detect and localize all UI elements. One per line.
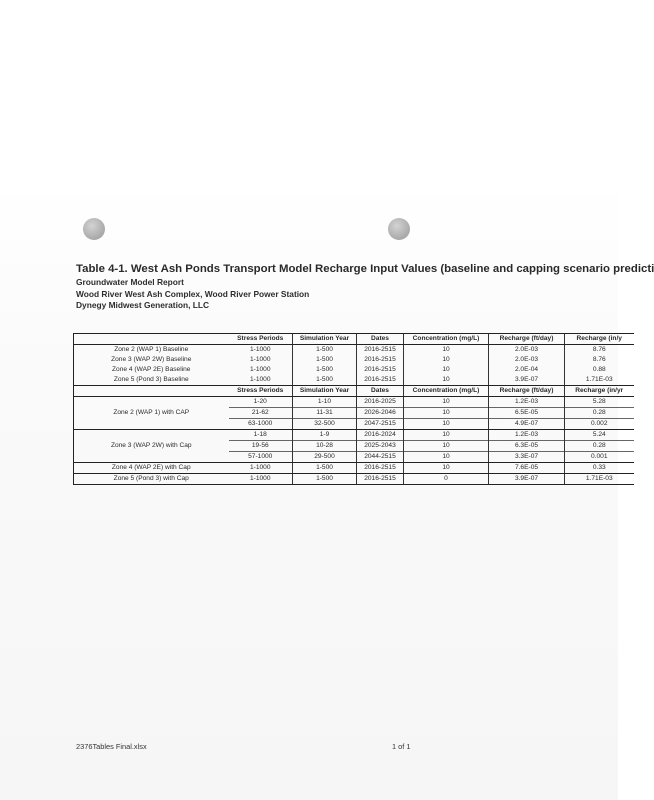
simulation-year-cell: 1-500 [293,355,357,365]
dates-cell: 2044-2515 [357,452,404,463]
concentration-cell: 10 [404,375,489,386]
punch-hole-left [83,218,105,240]
stress-periods-cell: 19-56 [229,441,293,452]
recharge-inyr-cell: 1.71E-03 [565,375,634,386]
dates-cell: 2016-2515 [357,463,404,474]
recharge-ftday-cell: 6.3E-05 [489,441,565,452]
concentration-cell: 10 [404,441,489,452]
recharge-inyr-cell: 0.33 [565,463,634,474]
zone-cell: Zone 2 (WAP 1) Baseline [74,345,229,356]
stress-periods-cell: 21-62 [229,408,293,419]
concentration-cell: 10 [404,463,489,474]
concentration-cell: 10 [404,365,489,375]
simulation-year-cell: 11-31 [293,408,357,419]
stress-periods-cell: 57-1000 [229,452,293,463]
concentration-cell: 10 [404,419,489,430]
stress-periods-cell: 1-1000 [229,474,293,485]
dates-cell: 2016-2515 [357,345,404,356]
dates-cell: 2026-2046 [357,408,404,419]
simulation-year-cell: 1-500 [293,345,357,356]
simulation-year-cell: 1-500 [293,365,357,375]
recharge-ftday-cell: 1.2E-03 [489,430,565,441]
recharge-inyr-cell: 5.24 [565,430,634,441]
simulation-year-cell: 1-500 [293,463,357,474]
dates-cell: 2016-2515 [357,375,404,386]
table-row [74,463,634,474]
header-concentration: Concentration (mg/L) [404,334,489,345]
concentration-cell: 10 [404,452,489,463]
concentration-cell: 10 [404,355,489,365]
recharge-ftday-cell: 3.3E-07 [489,452,565,463]
recharge-inyr-cell: 8.76 [565,345,634,356]
table-row [74,345,634,356]
company-subtitle: Dynegy Midwest Generation, LLC [76,300,210,310]
recharge-ftday-cell: 3.9E-07 [489,474,565,485]
stress-periods-cell: 1-1000 [249,366,271,373]
header-recharge-ftday: Recharge (ft/day) [489,386,565,397]
stress-periods-cell: 1-20 [253,398,267,405]
header-stress-periods: Stress Periods [229,386,293,397]
header-recharge-inyr: Recharge (in/yr [565,386,634,397]
recharge-inyr-cell: 0.88 [565,365,634,375]
recharge-ftday-cell: 2.0E-03 [489,355,565,365]
zone-cell: Zone 2 (WAP 1) with CAP [74,397,229,430]
footer-filename: 2376Tables Final.xlsx [76,742,147,751]
zone-cell: Zone 4 (WAP 2E) with Cap [74,463,229,474]
recharge-inyr-cell: 0.002 [565,419,634,430]
simulation-year-cell: 1-9 [293,430,357,441]
header-row-capping [74,386,634,397]
header-dates: Dates [357,386,404,397]
recharge-inyr-cell: 1.71E-03 [565,474,634,485]
zone-cell: Zone 3 (WAP 2W) with Cap [74,430,229,463]
simulation-year-cell: 29-500 [293,452,357,463]
stress-periods-cell: 1-18 [253,431,267,438]
recharge-ftday-cell: 7.6E-05 [489,463,565,474]
concentration-cell: 10 [404,408,489,419]
recharge-inyr-cell: 0.001 [565,452,634,463]
header-stress-periods: Stress Periods [229,334,293,345]
dates-cell: 2025-2043 [357,441,404,452]
recharge-ftday-cell: 2.0E-03 [489,345,565,356]
stress-periods-cell: 1-1000 [229,375,293,386]
recharge-table [73,333,634,485]
recharge-inyr-cell: 0.28 [565,441,634,452]
header-simulation-year: Simulation Year [293,334,357,345]
zone-cell: Zone 5 (Pond 3) with Cap [74,474,229,485]
zone-cell: Zone 4 (WAP 2E) Baseline [74,365,229,375]
table-row [74,474,634,485]
site-subtitle: Wood River West Ash Complex, Wood River Power Station [76,289,310,299]
header-dates: Dates [357,334,404,345]
dates-cell: 2016-2024 [357,430,404,441]
dates-cell: 2016-2515 [357,355,404,365]
zone-cell: Zone 3 (WAP 2W) Baseline [74,355,229,365]
concentration-cell: 0 [404,474,489,485]
dates-cell: 2016-2515 [357,365,404,375]
concentration-cell: 10 [404,397,489,408]
report-subtitle: Groundwater Model Report [76,277,184,287]
footer-page-number: 1 of 1 [392,742,411,751]
punch-hole-right [388,218,410,240]
recharge-ftday-cell: 6.5E-05 [489,408,565,419]
stress-periods-cell: 63-1000 [229,419,293,430]
recharge-table-wrapper [73,333,633,485]
header-row [74,334,634,345]
zone-cell: Zone 5 (Pond 3) Baseline [74,375,229,386]
simulation-year-cell: 10-28 [293,441,357,452]
header-zone [74,334,229,345]
recharge-ftday-cell: 2.0E-04 [489,365,565,375]
header-recharge-inyr: Recharge (in/y [565,334,634,345]
header-recharge-ftday: Recharge (ft/day) [489,334,565,345]
recharge-ftday-cell: 4.9E-07 [489,419,565,430]
table-row [74,375,634,386]
recharge-inyr-cell: 8.76 [565,355,634,365]
header-simulation-year: Simulation Year [293,386,357,397]
table-row [74,397,634,408]
simulation-year-cell: 1-500 [293,474,357,485]
table-row [74,430,634,441]
recharge-ftday-cell: 3.9E-07 [489,375,565,386]
recharge-ftday-cell: 1.2E-03 [489,397,565,408]
dates-cell: 2016-2515 [357,474,404,485]
table-title: Table 4-1. West Ash Ponds Transport Model Recharge Input Values (baseline and capping scenario predicti [76,263,654,275]
recharge-inyr-cell: 0.28 [565,408,634,419]
stress-periods-cell: 1-1000 [229,463,293,474]
simulation-year-cell: 32-500 [293,419,357,430]
simulation-year-cell: 1-10 [293,397,357,408]
table-row [74,365,634,375]
dates-cell: 2047-2515 [357,419,404,430]
table-row [74,355,634,365]
recharge-inyr-cell: 5.28 [565,397,634,408]
concentration-cell: 10 [404,430,489,441]
concentration-cell: 10 [404,345,489,356]
header-zone [74,386,229,397]
header-concentration: Concentration (mg/L) [404,386,489,397]
dates-cell: 2016-2025 [357,397,404,408]
stress-periods-cell: 1-1000 [249,346,271,353]
simulation-year-cell: 1-500 [293,375,357,386]
stress-periods-cell: 1-1000 [249,356,271,363]
